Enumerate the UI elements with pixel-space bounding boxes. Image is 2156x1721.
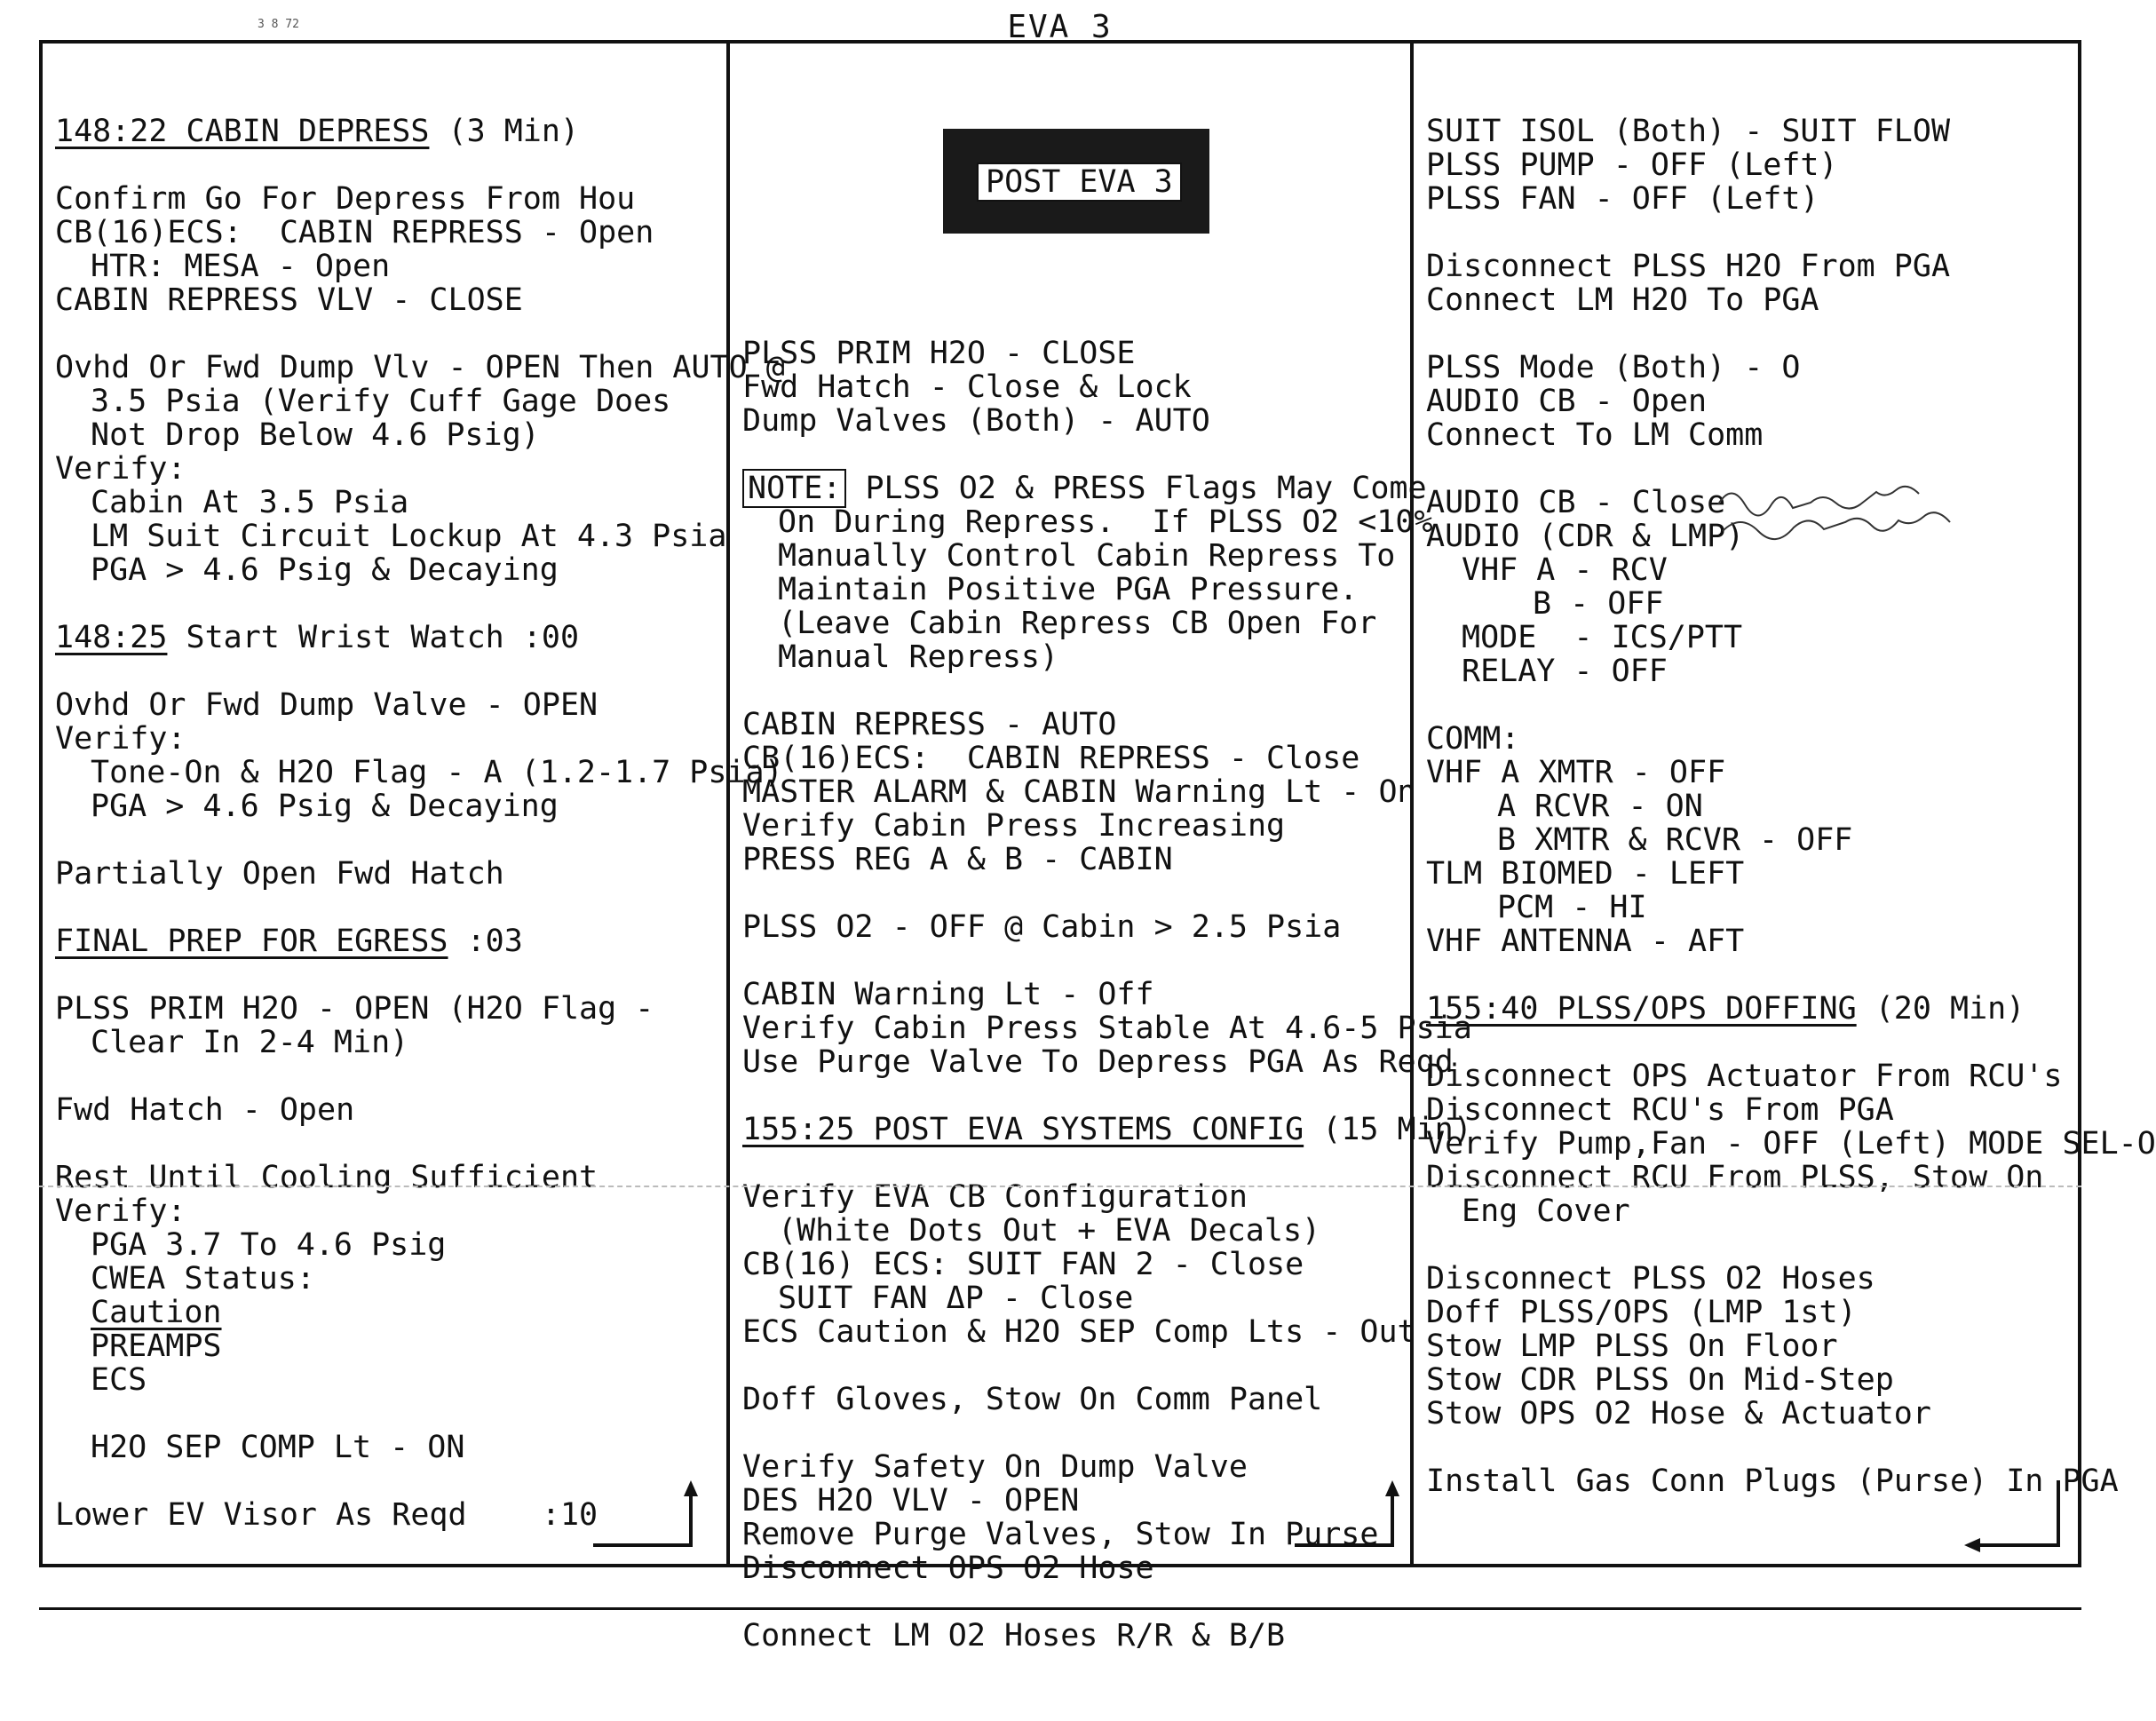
line-text: A RCVR - ON bbox=[1497, 789, 1703, 824]
line-text: Verify Cabin Press Increasing bbox=[742, 808, 1286, 844]
checklist-line bbox=[742, 404, 1410, 438]
line-text: PLSS Mode (Both) - O bbox=[1426, 350, 1801, 385]
blank-line bbox=[1426, 216, 2085, 250]
line-text: CABIN REPRESS VLV - CLOSE bbox=[55, 282, 523, 318]
line-text: Caution bbox=[91, 1295, 222, 1330]
line-text: Maintain Positive PGA Pressure. bbox=[778, 572, 1359, 607]
line-text: Verify Pump,Fan - OFF (Left) MODE SEL-O bbox=[1426, 1126, 2156, 1162]
section-heading bbox=[55, 1296, 726, 1329]
checklist-line bbox=[55, 1026, 726, 1059]
line-text: Lower EV Visor As Reqd :10 bbox=[55, 1497, 598, 1533]
line-text: AUDIO CB - Open bbox=[1426, 384, 1708, 419]
line-text: TLM BIOMED - LEFT bbox=[1426, 856, 1745, 892]
line-text: CB(16)ECS: CABIN REPRESS - Open bbox=[55, 215, 654, 250]
line-text: H2O SEP COMP Lt - ON bbox=[91, 1430, 465, 1465]
column-1 bbox=[43, 44, 785, 1564]
blank-line bbox=[1426, 317, 2085, 351]
blank-line bbox=[55, 891, 726, 924]
line-text: Ovhd Or Fwd Dump Vlv - OPEN Then AUTO @ bbox=[55, 350, 785, 385]
checklist-line bbox=[742, 1044, 1454, 1080]
checklist-line bbox=[55, 452, 726, 486]
line-text: Manual Repress) bbox=[778, 639, 1059, 675]
checklist-line bbox=[742, 337, 1410, 370]
checklist-line bbox=[1426, 1093, 2085, 1127]
note-label: NOTE: bbox=[742, 469, 846, 508]
checklist-line bbox=[1426, 823, 2085, 857]
checklist-line bbox=[742, 1011, 1472, 1046]
checklist-line bbox=[1426, 587, 2085, 621]
line-text: CWEA Status: bbox=[91, 1261, 315, 1297]
line-text: MASTER ALARM & CABIN Warning Lt - On bbox=[742, 774, 1416, 810]
line-text: Disconnect RCU From PLSS, Stow On bbox=[1426, 1160, 2044, 1195]
checklist-line bbox=[1426, 756, 2085, 789]
checklist-line bbox=[742, 1619, 1410, 1653]
line-text: Confirm Go For Depress From Hou bbox=[55, 181, 636, 217]
line-text: Install Gas Conn Plugs (Purse) In PGA bbox=[1426, 1463, 2119, 1499]
checklist-line bbox=[742, 1214, 1410, 1248]
line-text: CB(16) ECS: SUIT FAN 2 - Close bbox=[742, 1247, 1304, 1282]
header-note: 3 8 72 bbox=[258, 18, 299, 31]
blank-line bbox=[742, 944, 1410, 978]
checklist-line bbox=[1426, 789, 2085, 823]
checklist-line bbox=[1426, 1397, 2085, 1431]
line-text: PGA 3.7 To 4.6 Psig bbox=[91, 1227, 447, 1263]
blank-line bbox=[55, 1127, 726, 1161]
blank-line bbox=[55, 148, 726, 182]
line-text: VHF ANTENNA - AFT bbox=[1426, 924, 1745, 959]
checklist-line bbox=[742, 742, 1410, 775]
column-3 bbox=[1410, 44, 2156, 1564]
checklist-line bbox=[1426, 148, 2085, 182]
checklist-line bbox=[1426, 722, 2085, 756]
checklist-line bbox=[1426, 621, 2085, 654]
checklist-line bbox=[55, 182, 726, 216]
line-text: 155:25 POST EVA SYSTEMS CONFIG bbox=[742, 1112, 1304, 1147]
line-text: Stow OPS O2 Hose & Actuator bbox=[1426, 1396, 1931, 1432]
line-text: Verify EVA CB Configuration bbox=[742, 1179, 1248, 1215]
line-suffix: (3 Min) bbox=[429, 114, 580, 149]
line-text: 148:25 bbox=[55, 620, 168, 655]
checklist-line bbox=[55, 216, 726, 250]
checklist-line bbox=[55, 1093, 726, 1127]
checklist-sheet bbox=[39, 40, 2156, 1654]
checklist-line bbox=[1426, 891, 2085, 924]
turn-page-arrow-icon bbox=[1295, 1479, 1410, 1550]
line-text: COMM: bbox=[1426, 721, 1520, 757]
line-text: Disconnect PLSS O2 Hoses bbox=[1426, 1261, 1875, 1297]
checklist-line bbox=[1426, 351, 2085, 385]
checklist-line bbox=[1426, 1194, 2085, 1228]
checklist-line bbox=[55, 553, 726, 587]
line-suffix: Start Wrist Watch :00 bbox=[167, 620, 580, 655]
checklist-line bbox=[742, 573, 1410, 607]
line-text: PREAMPS bbox=[91, 1328, 222, 1364]
line-text: Dump Valves (Both) - AUTO bbox=[742, 403, 1210, 439]
line-suffix: (20 Min) bbox=[1856, 991, 2025, 1027]
bottom-rule bbox=[39, 1607, 2081, 1610]
line-text: PLSS FAN - OFF (Left) bbox=[1426, 181, 1819, 217]
checklist-line bbox=[1426, 1126, 2156, 1162]
checklist-line bbox=[55, 722, 726, 756]
blank-line bbox=[55, 654, 726, 688]
line-text: Ovhd Or Fwd Dump Valve - OPEN bbox=[55, 687, 598, 723]
line-text: Connect LM H2O To PGA bbox=[1426, 282, 1819, 318]
checklist-line bbox=[742, 774, 1416, 810]
line-text: Verify Cabin Press Stable At 4.6-5 Psia bbox=[742, 1011, 1472, 1046]
checklist-line bbox=[1426, 553, 2085, 587]
blank-line bbox=[742, 1146, 1410, 1180]
checklist-line bbox=[742, 843, 1410, 876]
line-text: Verify: bbox=[55, 1194, 186, 1229]
section-heading bbox=[1426, 992, 2085, 1026]
checklist-line bbox=[1426, 1329, 2085, 1363]
line-text: Not Drop Below 4.6 Psig) bbox=[91, 417, 540, 453]
checklist-line bbox=[1426, 385, 2085, 418]
blank-line bbox=[55, 1059, 726, 1093]
checklist-line bbox=[1426, 1296, 2085, 1329]
checklist-line bbox=[742, 708, 1410, 742]
line-text: Disconnect OPS O2 Hose bbox=[742, 1550, 1154, 1586]
checklist-line bbox=[742, 1248, 1410, 1281]
checklist-line bbox=[55, 350, 785, 385]
blank-line bbox=[1426, 1228, 2085, 1262]
section-heading bbox=[742, 1112, 1472, 1147]
blank-line bbox=[1426, 1431, 2085, 1464]
line-text: Doff PLSS/OPS (LMP 1st) bbox=[1426, 1295, 1857, 1330]
checklist-line bbox=[742, 1383, 1410, 1416]
line-text: On During Repress. If PLSS O2 <10% bbox=[778, 504, 1433, 540]
checklist-line bbox=[55, 992, 726, 1026]
blank-line bbox=[55, 1397, 726, 1431]
line-text: CB(16)ECS: CABIN REPRESS - Close bbox=[742, 741, 1360, 776]
checklist-line bbox=[1426, 250, 2085, 283]
line-text: Manually Control Cabin Repress To bbox=[778, 538, 1396, 574]
section-heading bbox=[55, 924, 726, 958]
checklist-line bbox=[55, 1262, 726, 1296]
blank-line bbox=[1426, 688, 2085, 722]
line-text: 155:40 PLSS/OPS DOFFING bbox=[1426, 991, 1857, 1027]
blank-line bbox=[55, 958, 726, 992]
line-text: VHF A XMTR - OFF bbox=[1426, 755, 1726, 790]
line-text: ECS bbox=[91, 1362, 147, 1398]
checklist-line bbox=[742, 640, 1410, 674]
post-eva-title: POST EVA 3 bbox=[977, 163, 1182, 202]
line-text: Clear In 2-4 Min) bbox=[91, 1025, 409, 1060]
line-text: FINAL PREP FOR EGRESS bbox=[55, 924, 448, 959]
line-text: PLSS O2 - OFF @ Cabin > 2.5 Psia bbox=[742, 909, 1342, 945]
checklist-line bbox=[55, 486, 726, 519]
checklist-line bbox=[55, 755, 783, 790]
line-text: PLSS PRIM H2O - CLOSE bbox=[742, 336, 1136, 371]
blank-line bbox=[742, 876, 1410, 910]
line-text: Rest Until Cooling Sufficient bbox=[55, 1160, 598, 1195]
checklist-line bbox=[742, 978, 1410, 1011]
checklist-line bbox=[55, 1363, 726, 1397]
checklist-line bbox=[742, 910, 1410, 944]
line-text: Fwd Hatch - Open bbox=[55, 1092, 355, 1128]
line-text: RELAY - OFF bbox=[1462, 654, 1668, 689]
checklist-line bbox=[742, 370, 1410, 404]
line-text: HTR: MESA - Open bbox=[91, 249, 391, 284]
line-text: ECS Caution & H2O SEP Comp Lts - Out bbox=[742, 1314, 1416, 1350]
checklist-line bbox=[1426, 924, 2085, 958]
column-2-lines bbox=[742, 336, 1472, 1654]
line-text: (White Dots Out + EVA Decals) bbox=[778, 1213, 1321, 1249]
line-text: Eng Cover bbox=[1462, 1194, 1630, 1229]
section-heading bbox=[55, 621, 726, 654]
line-text: Disconnect RCU's From PGA bbox=[1426, 1092, 1894, 1128]
checklist-line bbox=[55, 688, 726, 722]
checklist-line bbox=[1426, 182, 2085, 216]
page-cut-line bbox=[39, 1186, 2081, 1187]
checklist-line bbox=[55, 1228, 726, 1262]
line-text: Cabin At 3.5 Psia bbox=[91, 485, 409, 520]
blank-line bbox=[742, 1416, 1410, 1450]
checklist-line bbox=[55, 250, 726, 283]
checklist-line bbox=[742, 471, 1427, 506]
line-text: Stow CDR PLSS On Mid-Step bbox=[1426, 1362, 1894, 1398]
checklist-line bbox=[742, 1314, 1416, 1350]
checklist-line bbox=[1426, 654, 2085, 688]
checklist-line bbox=[742, 809, 1410, 843]
line-text: SUIT ISOL (Both) - SUIT FLOW bbox=[1426, 114, 1951, 149]
line-text: MODE - ICS/PTT bbox=[1462, 620, 1743, 655]
checklist-line bbox=[1426, 115, 2085, 148]
line-text: Verify: bbox=[55, 451, 186, 487]
checklist-line bbox=[742, 539, 1410, 573]
line-text: Use Purge Valve To Depress PGA As Reqd bbox=[742, 1044, 1454, 1080]
checklist-line bbox=[55, 283, 726, 317]
blank-line bbox=[55, 587, 726, 621]
line-text: CABIN REPRESS - AUTO bbox=[742, 707, 1117, 742]
line-text: Disconnect PLSS H2O From PGA bbox=[1426, 249, 1951, 284]
handwritten-note-scribble bbox=[1714, 460, 2069, 540]
blank-line bbox=[742, 1079, 1410, 1113]
line-text: PGA > 4.6 Psig & Decaying bbox=[91, 789, 559, 824]
return-arrow-icon bbox=[1961, 1479, 2076, 1550]
line-text: Doff Gloves, Stow On Comm Panel bbox=[742, 1382, 1323, 1417]
line-text: (Leave Cabin Repress CB Open For bbox=[778, 606, 1377, 641]
checklist-line bbox=[55, 1329, 726, 1363]
line-text: AUDIO CB - Close bbox=[1426, 485, 1726, 520]
line-text: B XMTR & RCVR - OFF bbox=[1497, 822, 1853, 858]
checklist-line bbox=[55, 857, 726, 891]
line-text: LM Suit Circuit Lockup At 4.3 Psia bbox=[91, 519, 727, 554]
line-text: Fwd Hatch - Close & Lock bbox=[742, 369, 1192, 405]
line-text: PRESS REG A & B - CABIN bbox=[742, 842, 1173, 877]
post-eva-title-box bbox=[943, 129, 1209, 234]
column-2 bbox=[726, 44, 1472, 1654]
checklist-line bbox=[55, 1431, 726, 1464]
checklist-line bbox=[742, 607, 1410, 640]
line-text: 148:22 CABIN DEPRESS bbox=[55, 114, 430, 149]
line-text: Connect LM O2 Hoses R/R & B/B bbox=[742, 1618, 1286, 1654]
line-suffix: :03 bbox=[448, 924, 523, 959]
checklist-line bbox=[1426, 418, 2085, 452]
checklist-line bbox=[742, 504, 1433, 540]
checklist-line bbox=[55, 519, 726, 553]
checklist-line bbox=[1426, 1363, 2085, 1397]
blank-line bbox=[742, 438, 1410, 472]
checklist-line bbox=[55, 418, 726, 452]
checklist-line bbox=[55, 1194, 726, 1228]
line-text: SUIT FAN ΔP - Close bbox=[778, 1281, 1134, 1316]
line-text: Partially Open Fwd Hatch bbox=[55, 856, 504, 892]
line-text: Verify: bbox=[55, 721, 186, 757]
blank-line bbox=[742, 1349, 1410, 1383]
checklist-line bbox=[1426, 857, 2085, 891]
line-text: Tone-On & H2O Flag - A (1.2-1.7 Psia) bbox=[91, 755, 783, 790]
blank-line bbox=[742, 1585, 1410, 1619]
checklist-line bbox=[55, 789, 726, 823]
line-text: B - OFF bbox=[1533, 586, 1664, 622]
section-heading bbox=[55, 115, 726, 148]
line-text: 3.5 Psia (Verify Cuff Gage Does bbox=[91, 384, 671, 419]
line-text: PLSS PRIM H2O - OPEN (H2O Flag - bbox=[55, 991, 654, 1027]
line-text: DES H2O VLV - OPEN bbox=[742, 1483, 1080, 1519]
blank-line bbox=[1426, 1026, 2085, 1059]
line-text: VHF A - RCV bbox=[1462, 552, 1668, 588]
checklist-line bbox=[55, 1161, 726, 1194]
checklist-line bbox=[1426, 1059, 2085, 1093]
line-text: Stow LMP PLSS On Floor bbox=[1426, 1328, 1838, 1364]
blank-line bbox=[55, 317, 726, 351]
checklist-line bbox=[55, 385, 726, 418]
checklist-line bbox=[1426, 1262, 2085, 1296]
line-text: Disconnect OPS Actuator From RCU's bbox=[1426, 1059, 2063, 1094]
line-text: PCM - HI bbox=[1497, 890, 1647, 925]
checklist-line bbox=[742, 1281, 1410, 1315]
blank-line bbox=[55, 823, 726, 857]
line-text: Verify Safety On Dump Valve bbox=[742, 1449, 1248, 1485]
line-text: PLSS O2 & PRESS Flags May Come bbox=[865, 471, 1427, 506]
line-text: CABIN Warning Lt - Off bbox=[742, 977, 1154, 1012]
line-text: Remove Purge Valves, Stow In Purse bbox=[742, 1517, 1379, 1552]
line-text: Connect To LM Comm bbox=[1426, 417, 1764, 453]
checklist-line bbox=[1426, 1161, 2085, 1194]
checklist-line bbox=[1426, 283, 2085, 317]
line-suffix: (15 Min) bbox=[1304, 1112, 1472, 1147]
checklist-line bbox=[742, 1551, 1410, 1585]
line-text: AUDIO (CDR & LMP) bbox=[1426, 519, 1745, 554]
blank-line bbox=[1426, 958, 2085, 992]
line-text: PGA > 4.6 Psig & Decaying bbox=[91, 552, 559, 588]
page-title: EVA 3 bbox=[1007, 9, 1113, 45]
blank-line bbox=[742, 674, 1410, 708]
line-text: PLSS PUMP - OFF (Left) bbox=[1426, 147, 1838, 183]
turn-page-arrow-icon bbox=[593, 1479, 709, 1550]
